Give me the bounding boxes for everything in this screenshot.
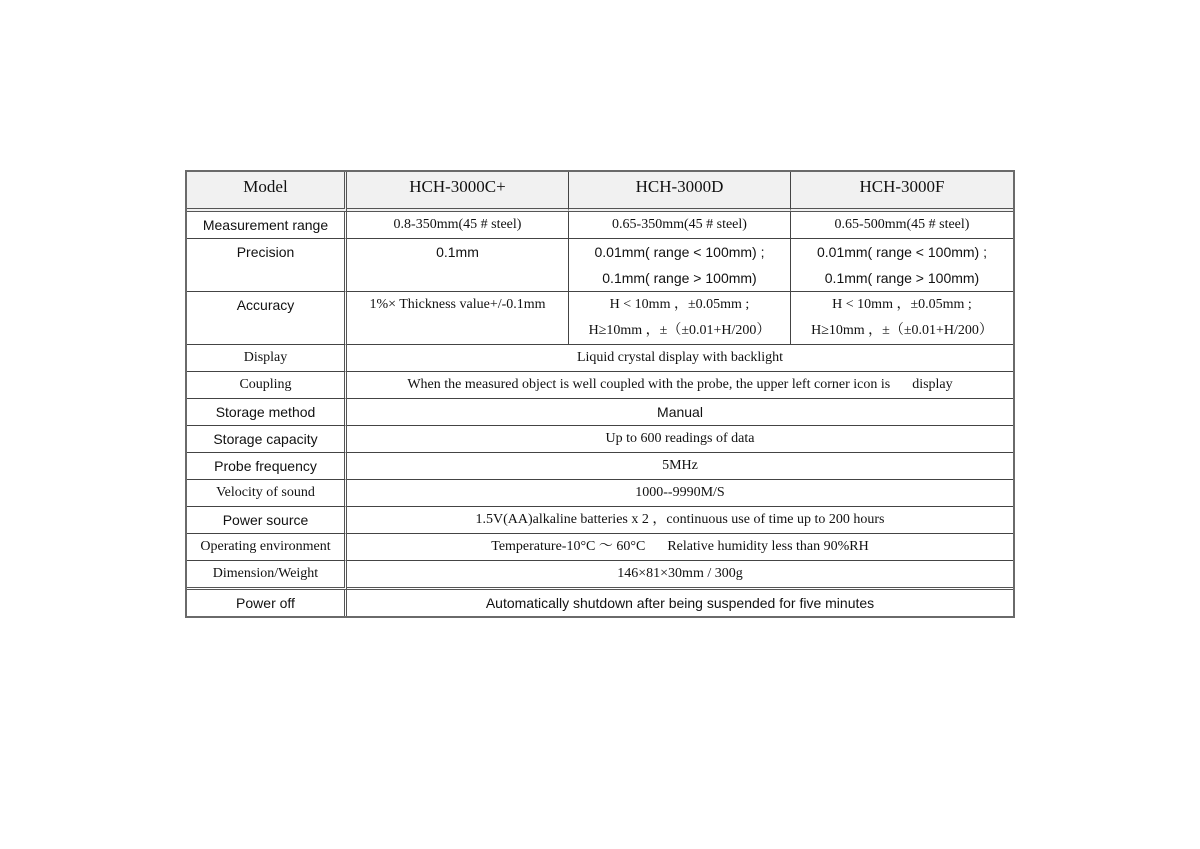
table-header-row [187, 172, 1013, 212]
accuracy-f-line-2: H≥10mm ，±（±0.01+H/200） [811, 323, 993, 338]
table-row-velocity-of-sound [187, 480, 1013, 507]
storage-capacity-value: Up to 600 readings of data [347, 426, 1013, 453]
power-off-value: Automatically shutdown after being suspended for five minutes [485, 595, 875, 611]
accuracy-d-line-1: H < 10mm ，±0.05mm ; [609, 297, 750, 312]
row-label-operating-environment: Operating environment [187, 534, 347, 561]
velocity-of-sound-value: 1000--9990M/S [347, 480, 1013, 507]
accuracy-d [569, 292, 791, 345]
accuracy-d-line-2: H≥10mm ，±（±0.01+H/200） [588, 323, 771, 338]
operating-temperature: Temperature-10°C ～ 60°C [491, 539, 646, 554]
row-label-display: Display [187, 345, 347, 372]
dimension-weight-value: 146×81×30mm / 300g [347, 561, 1013, 590]
precision-d [569, 239, 791, 292]
table-row-power-off [187, 590, 1013, 616]
precision-f-line-2: 0.1mm( range > 100mm) [824, 270, 980, 286]
row-label-dimension-weight: Dimension/Weight [187, 561, 347, 590]
precision-d-line-1: 0.01mm( range < 100mm) ; [594, 244, 765, 260]
header-model-label: Model [187, 172, 347, 212]
accuracy-f [791, 292, 1013, 345]
measurement-range-f: 0.65-500mm(45 # steel) [791, 212, 1013, 239]
precision-d-line-2: 0.1mm( range > 100mm) [602, 270, 757, 286]
probe-frequency-value: 5MHz [347, 453, 1013, 480]
row-label-power-source: Power source [187, 507, 347, 534]
row-label-precision: Precision [187, 239, 347, 292]
table-row-operating-environment [187, 534, 1013, 561]
row-label-power-off: Power off [187, 590, 347, 616]
operating-humidity: Relative humidity less than 90%RH [667, 539, 869, 554]
table-row-coupling [187, 372, 1013, 399]
storage-method-value: Manual [347, 399, 1013, 426]
table-row-accuracy [187, 292, 1013, 345]
header-model-hch-3000f: HCH-3000F [791, 172, 1013, 212]
table-row-power-source [187, 507, 1013, 534]
coupling-value-text: When the measured object is well coupled with the probe, the upper left corner icon is [407, 377, 891, 392]
coupling-value-suffix: display [912, 377, 953, 392]
header-model-hch-3000c-plus: HCH-3000C+ [347, 172, 569, 212]
specification-table [185, 170, 1015, 618]
table-row-probe-frequency [187, 453, 1013, 480]
coupling-value [347, 372, 1013, 399]
header-model-hch-3000d: HCH-3000D [569, 172, 791, 212]
row-label-storage-capacity: Storage capacity [187, 426, 347, 453]
display-value: Liquid crystal display with backlight [347, 345, 1013, 372]
table-row-storage-capacity [187, 426, 1013, 453]
row-label-probe-frequency: Probe frequency [187, 453, 347, 480]
row-label-velocity-of-sound: Velocity of sound [187, 480, 347, 507]
measurement-range-c-plus: 0.8-350mm(45 # steel) [347, 212, 569, 239]
table-row-precision [187, 239, 1013, 292]
row-label-storage-method: Storage method [187, 399, 347, 426]
power-source-value: 1.5V(AA)alkaline batteries x 2 ，continuous use of time up to 200 hours [347, 507, 1013, 534]
accuracy-c-plus: 1%× Thickness value+/-0.1mm [347, 292, 569, 345]
row-label-measurement-range: Measurement range [187, 212, 347, 239]
measurement-range-d: 0.65-350mm(45 # steel) [569, 212, 791, 239]
row-label-accuracy: Accuracy [187, 292, 347, 345]
table-row-storage-method [187, 399, 1013, 426]
row-label-coupling: Coupling [187, 372, 347, 399]
precision-c-plus: 0.1mm [347, 239, 569, 292]
table-row-dimension-weight [187, 561, 1013, 590]
precision-f [791, 239, 1013, 292]
precision-f-line-1: 0.01mm( range < 100mm) ; [816, 244, 987, 260]
table-row-measurement-range [187, 212, 1013, 239]
table-row-display [187, 345, 1013, 372]
operating-environment-value [347, 534, 1013, 561]
accuracy-f-line-1: H < 10mm ，±0.05mm ; [832, 297, 972, 312]
